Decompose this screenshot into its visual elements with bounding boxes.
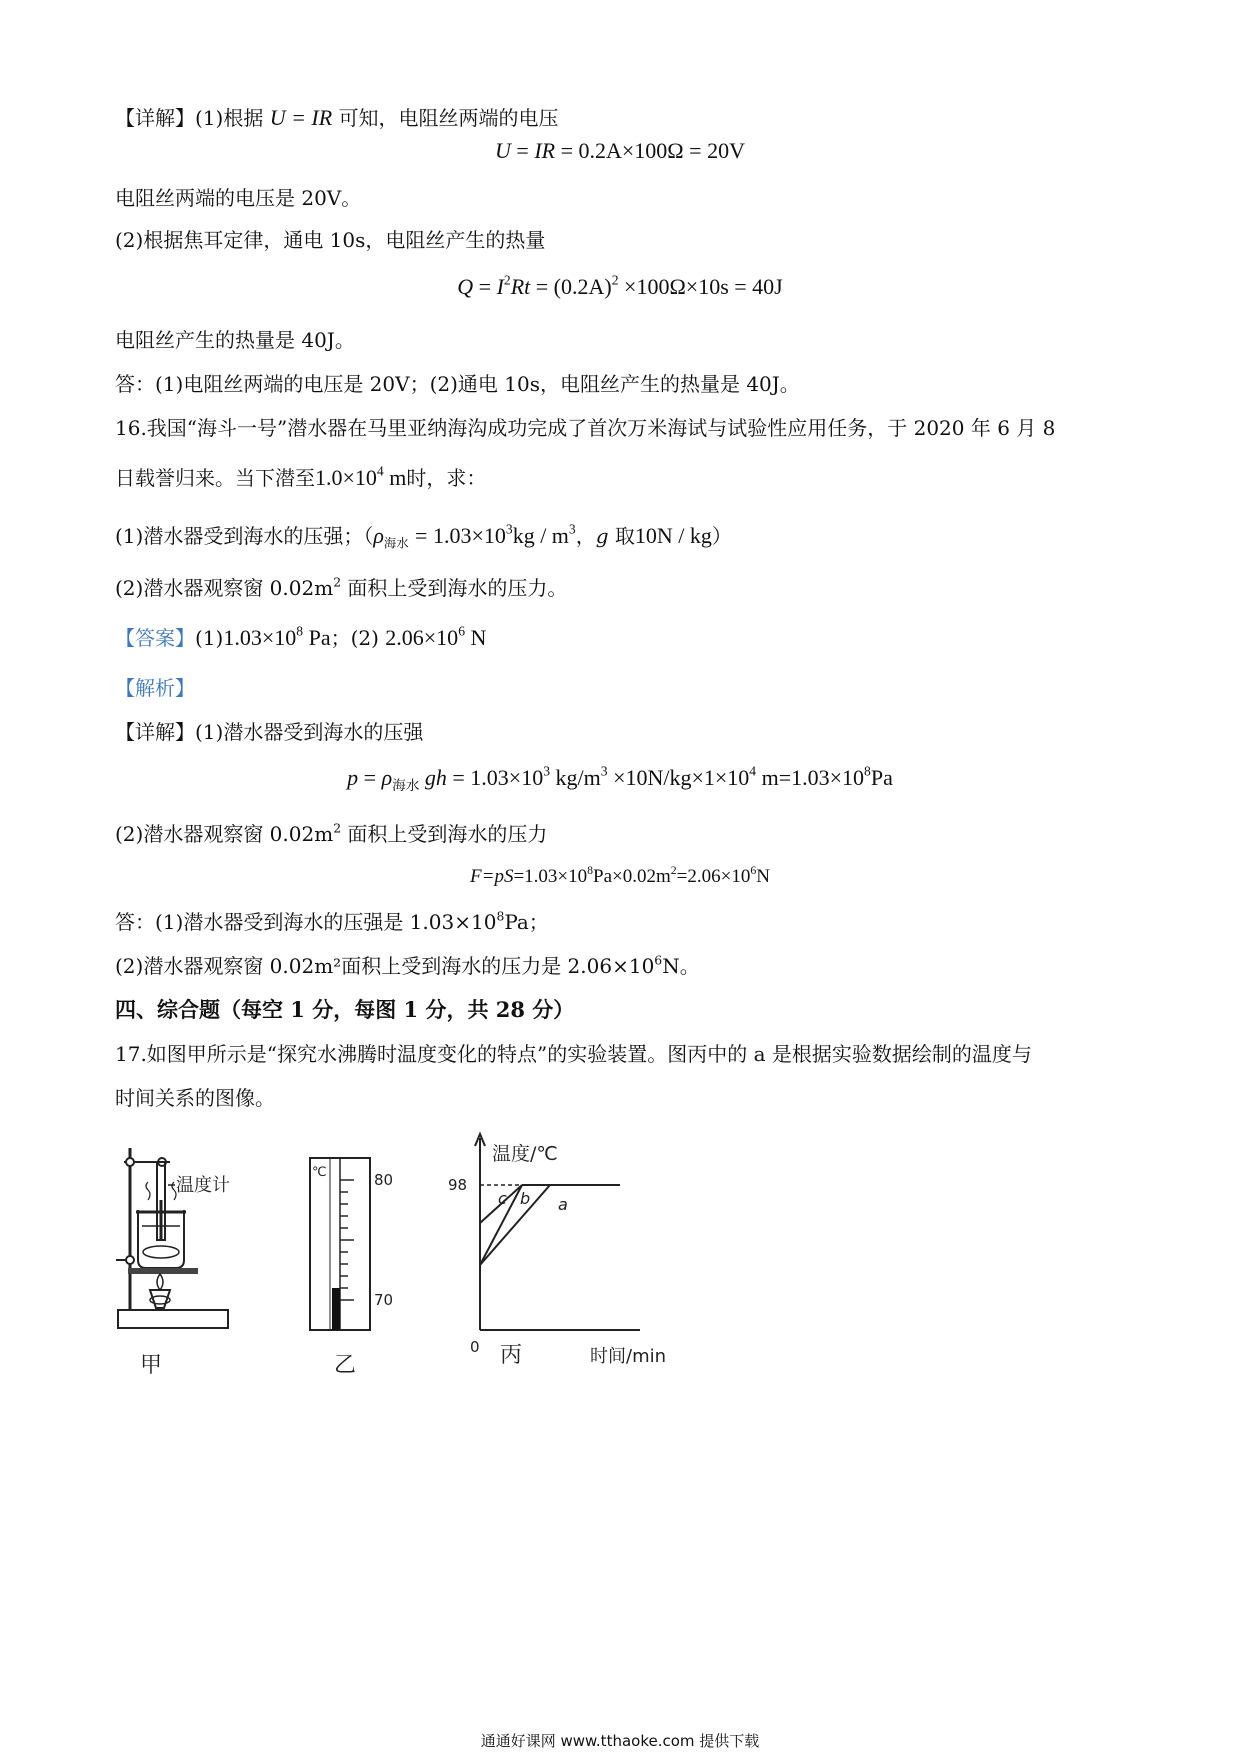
- q16-part1: (1)潜水器受到海水的压强；（$\rho_{海水} = 1.03\times 10^3kg / m^3$，g 取10N / kg）: [115, 521, 732, 551]
- q16-answer2: (2)潜水器观察窗 0.02m²面积上受到海水的压力是 $2.06\times 10^6N$。: [115, 952, 700, 978]
- figure-jia-apparatus: [110, 1140, 280, 1380]
- q17-stem-line2: 时间关系的图像。: [115, 1086, 275, 1110]
- q17-stem-line1: 17.如图甲所示是“探究水沸腾时温度变化的特点”的实验装置。图丙中的 a 是根据实验数据绘制的温度与: [115, 1042, 1032, 1066]
- stand-base: [118, 1310, 228, 1328]
- flame: [157, 1274, 163, 1290]
- figure-yi-thermometer: [300, 1150, 420, 1380]
- figure-jia-label: 甲: [140, 1353, 163, 1378]
- yi-tick-70: 70: [374, 1291, 394, 1309]
- q15-joule-intro: (2)根据焦耳定律，通电 10s，电阻丝产生的热量: [115, 228, 546, 252]
- q16-analysis-label: 【解析】: [115, 676, 195, 700]
- mercury-column: [332, 1288, 340, 1330]
- q16-answer1: 答：(1)潜水器受到海水的压强是 $1.03\times 10^8Pa$；: [115, 908, 549, 934]
- figure-bing-chart: [440, 1130, 690, 1380]
- alcohol-lamp: [150, 1290, 170, 1308]
- footer-watermark: 通通好课网 www.tthaoke.com 提供下载: [480, 1732, 760, 1750]
- q16-detail1: 【详解】(1)潜水器受到海水的压强: [115, 720, 424, 744]
- q16-answer: 【答案】$(1)1.03\times 10^8$ Pa；(2) $2.06\times 10^6$ N: [115, 623, 487, 650]
- q16-stem-line1: 16.我国“海斗一号”潜水器在马里亚纳海沟成功完成了首次万米海试与试验性应用任务，于 2020 年 6 月 8: [115, 416, 1056, 440]
- yi-tick-80: 80: [374, 1171, 394, 1189]
- series-a-label: a: [558, 1195, 568, 1214]
- section4-title: 四、综合题（每空 1 分，每图 1 分，共 28 分）: [115, 997, 575, 1022]
- q15-heat-result: 电阻丝产生的热量是 40J。: [115, 328, 355, 352]
- q16-stem-line2: 日载誉归来。当下潜至$1.0\times 10^4$ m时，求：: [115, 463, 487, 490]
- thermometer-label: 温度计: [176, 1175, 230, 1196]
- origin-label: 0: [470, 1338, 480, 1356]
- q15-detail-intro: 【详解】(1)根据 U = IR 可知，电阻丝两端的电压: [115, 105, 559, 130]
- q15-formula-voltage: U = IR = 0.2A×100Ω = 20V: [495, 138, 745, 163]
- yi-unit-label: ℃: [312, 1165, 327, 1180]
- figure-yi-label: 乙: [334, 1353, 357, 1378]
- q16-formula-force: $F=pS=1.03\times 10^8Pa\times 0.02m^2=2.06\times 10^6N$: [470, 863, 770, 887]
- x-axis-label: 时间/min: [590, 1346, 667, 1367]
- series-c-label: c: [498, 1189, 507, 1208]
- q16-part2: (2)潜水器观察窗 $0.02m^2$ 面积上受到海水的压力。: [115, 574, 568, 600]
- q16-formula-pressure: $p = \rho_{海水}$ gh = $1.03\times 10^3$ $kg/m^3 \times 10N/kg\times 1\times 10^4$ $m=1.03\times 10^8Pa$: [347, 763, 893, 793]
- q16-detail2: (2)潜水器观察窗 $0.02m^2$ 面积上受到海水的压力: [115, 820, 548, 846]
- wire-gauze: [128, 1268, 198, 1274]
- tick-98: 98: [448, 1176, 468, 1194]
- q15-voltage-result: 电阻丝两端的电压是 20V。: [115, 186, 362, 210]
- q15-formula-heat: $Q = I^2Rt = (0.2A)^2 \times 100\Omega\times 10s = 40J$: [457, 272, 783, 299]
- figure-bing-label: 丙: [500, 1343, 523, 1368]
- series-b-label: b: [520, 1189, 531, 1208]
- q15-answer: 答：(1)电阻丝两端的电压是 20V；(2)通电 10s，电阻丝产生的热量是 40J。: [115, 372, 800, 396]
- y-axis-label: 温度/℃: [492, 1143, 558, 1165]
